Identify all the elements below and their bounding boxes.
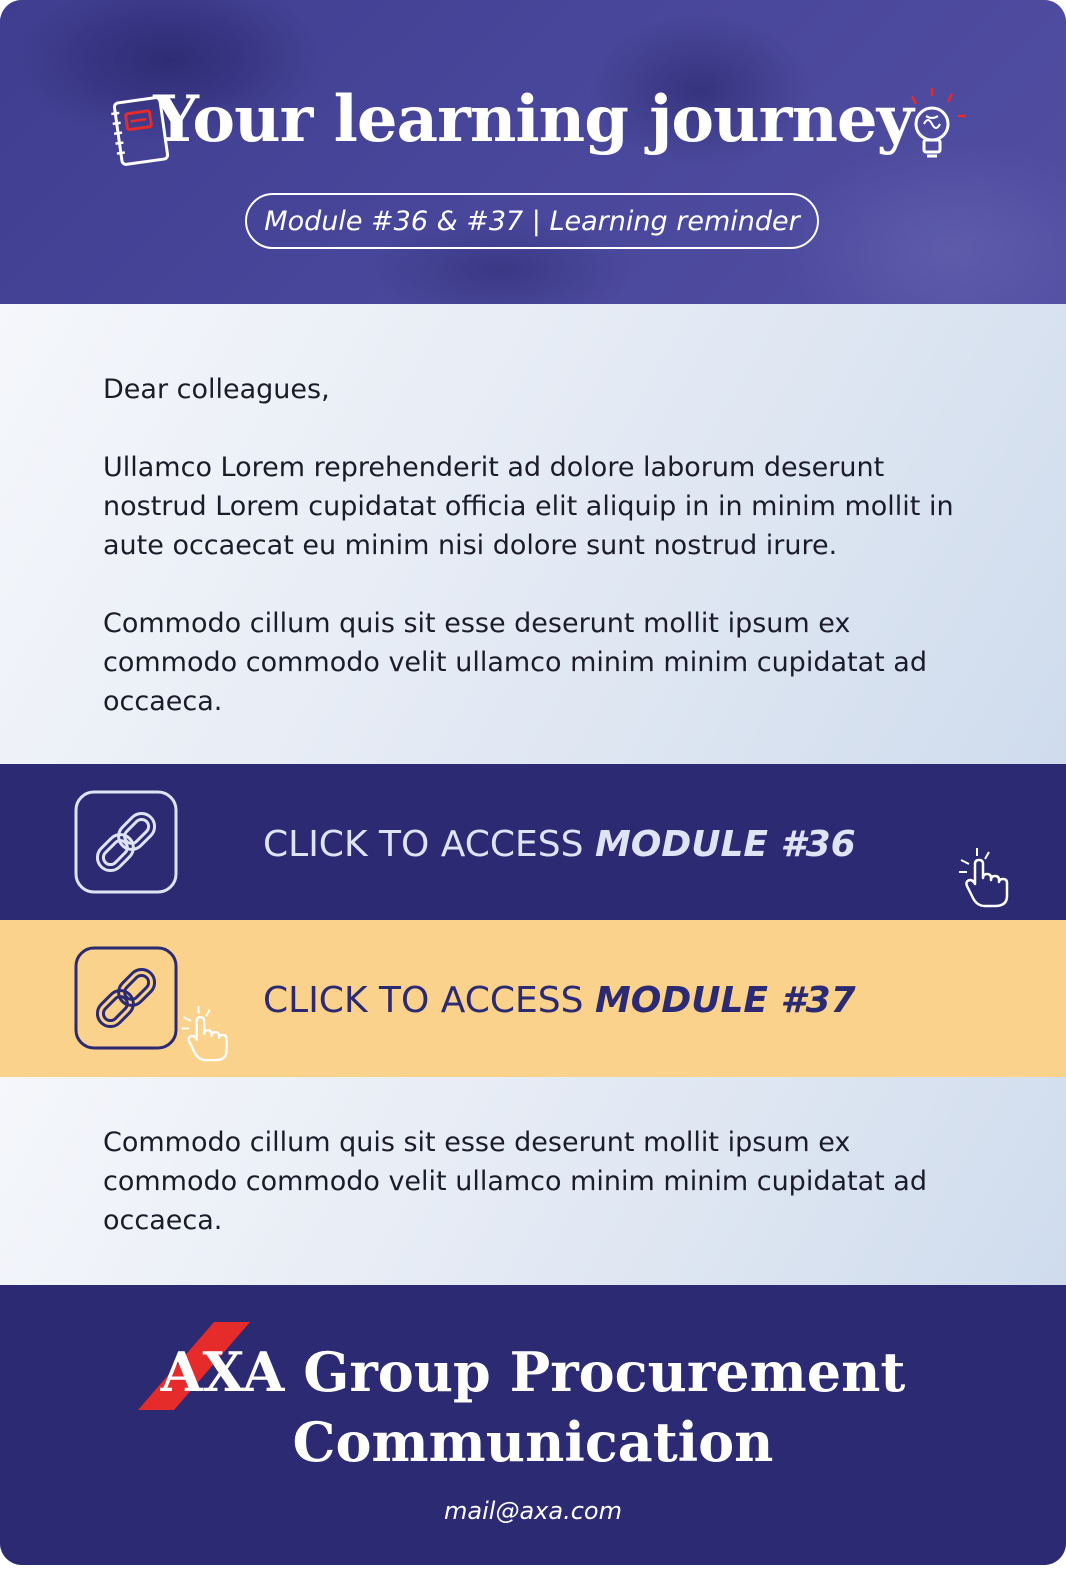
pointer-hand-icon — [955, 846, 1015, 910]
outro-paragraph: Commodo cillum quis sit esse deserunt mollit ipsum ex commodo commodo velit ullamco minim minim cupidatat ad occaeca. — [103, 1127, 927, 1236]
lightbulb-brain-icon — [900, 86, 970, 166]
footer-title: AXA Group Procurement Communication — [160, 1340, 906, 1474]
header-banner — [0, 0, 1066, 304]
module-36-label: CLICK TO ACCESS MODULE #36 — [263, 824, 856, 865]
footer-email[interactable]: mail@axa.com — [444, 1497, 622, 1525]
link-icon — [73, 789, 179, 895]
outro-section — [0, 1077, 1066, 1285]
intro-section — [0, 304, 1066, 764]
pointer-hand-icon — [178, 1004, 234, 1064]
greeting: Dear colleagues, — [103, 374, 330, 405]
subtitle-pill: Module #36 & #37 | Learning reminder — [245, 193, 819, 249]
footer — [0, 1285, 1066, 1565]
page-title: Your learning journey — [153, 82, 913, 157]
module-36-link[interactable] — [0, 764, 1066, 921]
link-icon — [73, 945, 179, 1051]
intro-paragraph-1: Ullamco Lorem reprehenderit ad dolore laborum deserunt nostrud Lorem cupidatat officia elit aliquip in in minim mollit in aute occaecat eu minim nisi dolore sunt nostrud irure. — [103, 452, 954, 561]
module-37-label: CLICK TO ACCESS MODULE #37 — [263, 980, 856, 1021]
intro-paragraph-2: Commodo cillum quis sit esse deserunt mollit ipsum ex commodo commodo velit ullamco minim minim cupidatat ad occaeca. — [103, 608, 927, 717]
module-37-link[interactable] — [0, 920, 1066, 1077]
